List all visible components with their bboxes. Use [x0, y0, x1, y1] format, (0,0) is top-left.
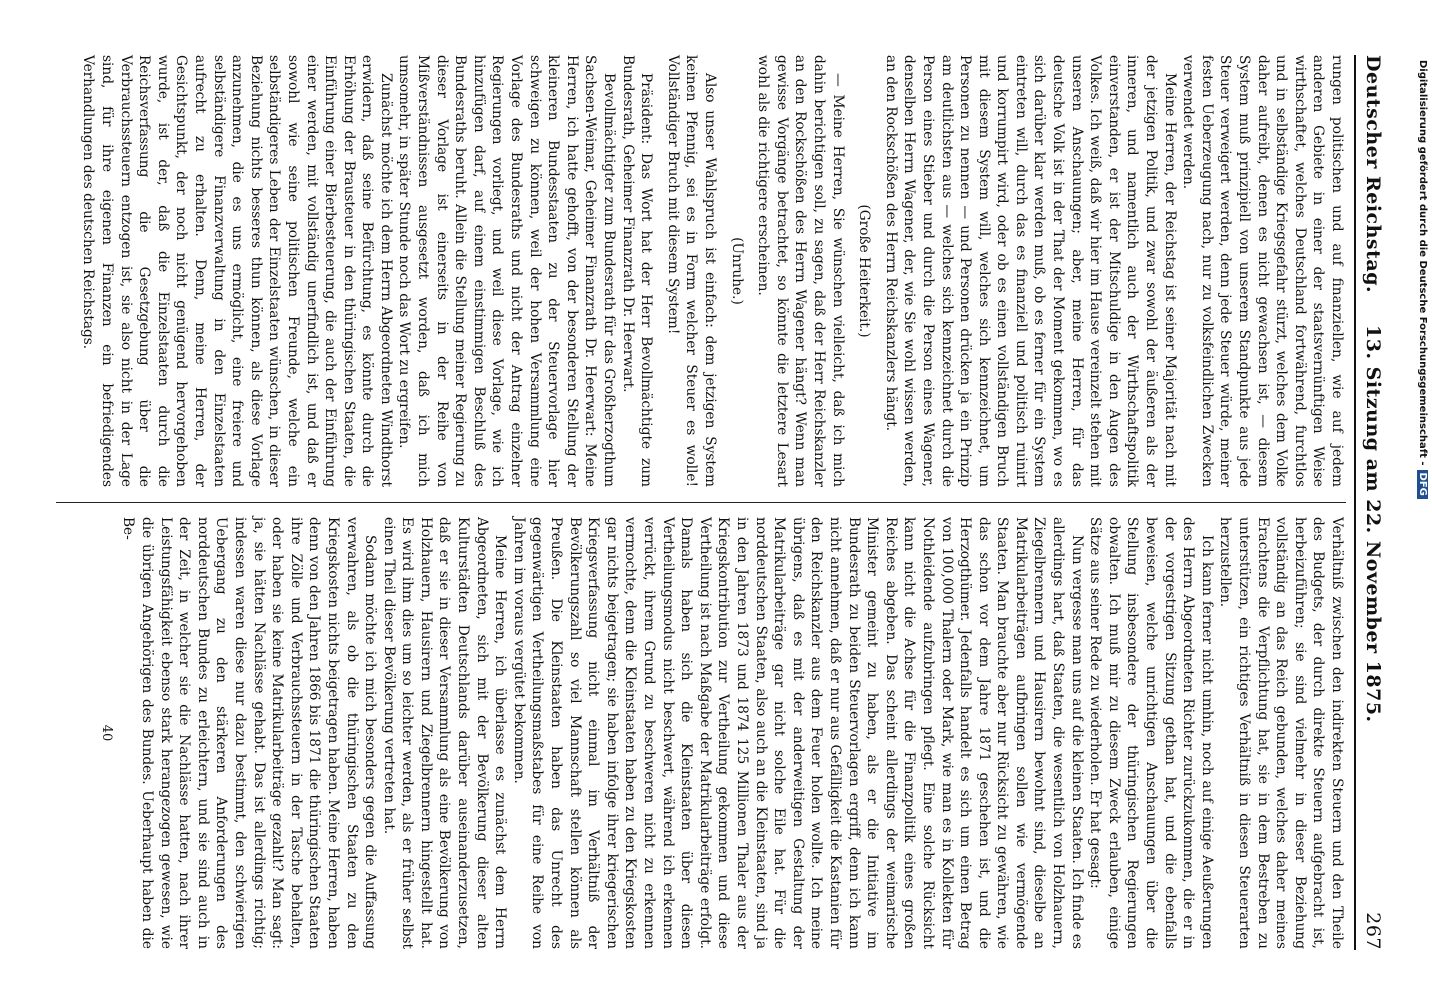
paragraph: Meine Herren, der Reichstag ist seiner Majorität nach mit der jetzigen Politik, und zwar sowohl der äußeren als der inneren, und namentlich auch der Wirthschaftspolitik einverstanden, er ist der Mitschuldige in den Augen des Volkes. Ich weiß, daß wir hier im Hause vereinzelt stehen mit unseren Anschauungen; aber, meine Herren, für das deutsche Volk ist in der That der Moment gekommen, wo es sich darüber klar werden muß, ob es ferner für ein System eintreten will, durch das es finanziell und politisch ruinirt und korrumpirt wird, oder ob es einen vollständigen Bruch mit diesem System will, welches sich kennzeichnet, um Personen zu nennen — und Personen drücken ja ein Prinzip am deutlichsten aus — welches sich kennzeichnet durch die Person eines Stieber und durch die Person eines Wagener, denselben Herrn Wagener, der, wie Sie wohl wissen werden, an den Rockschößen des Herrn Reichskanzlers hängt.	[882, 55, 1178, 487]
header-publication: Deutscher Reichstag.	[1362, 55, 1384, 294]
dfg-logo: DFG	[1417, 470, 1428, 499]
signature-number: 40	[98, 724, 114, 742]
column-divider	[56, 502, 1346, 503]
page-number: 267	[1362, 912, 1384, 950]
paragraph: Zunächst möchte ich dem Herrn Abgeordneten Windthorst erwidern, daß seine Befürchtung, es könnte durch die Erhöhung der Brausteuer in den thüringischen Staaten, die Einführung einer Bierbesteuerung, die auch der Einführung einer werden, mit vollständig unerfindlich ist, und daß er sowohl wie seine politischen Freunde, welche ein selbständigeres Leben der Einzelstaaten wünschen, in dieser Beziehung nichts besseres thun können, als diese Vorlage anzunehmen, die es uns ermöglicht, eine freiere und selbständigere Finanzverwaltung in den Einzelstaaten aufrecht zu erhalten. Denn, meine Herren, der Gesichtspunkt, der noch nicht genügend hervorgehoben wurde, ist der, daß die Einzelstaaten durch die Reichsverfassung die Gesetzgebung über die Verbrauchssteuern entzogen ist, sie also nicht in der Lage sind, für ihre eigenen Finanzen ein befriedigendes Verhandlungen des deutschen Reichstags.	[80, 55, 394, 487]
paragraph: — Meine Herren, Sie wünschen vielleicht, daß ich mich dahin berichtigen soll, zu sagen, daß der Herr Reichskanzler an den Rockschößen des Herrn Wagener hängt? Wenn man gewisse Vorgänge betrachtet, so könnte die letztere Lesart wohl als die richtigere erscheinen.	[755, 55, 846, 487]
paragraph: Verhältniß zwischen den indirekten Steuern und den Theile des Budgets, der durch direkte Steuern aufgebracht ist, herbeizuführen; sie sind vielmehr in dieser Beziehung vollständig an das Reich gebunden, welches daher meines Erachtens die Verpflichtung hat, sie in dem Bestreben zu unterstützen, ein richtiges Verhältniß in diesen Steuerarten herzustellen.	[1217, 517, 1345, 949]
right-column	[96, 517, 1346, 949]
paragraph: Nun vergesse man uns auf die kleinen Staaten. Ich finde es allerdings hart, daß Staaten, die wesentlich von Holzhauern, Ziegelbrennern und Hausirern bewohnt sind, dieselbe an Matrikularbeiträgen aufbringen sollen wie vermögende Staaten. Man brauchte aber nur Rücksicht zu gewähren, wie das schon vor dem Jahre 1871 geschehen ist, und die Herzogthümer. Jedenfalls handelt es sich um einen Betrag von 100,000 Thalern oder Mark, wie man es in Kollekten für Nothleidende aufzubringen pflegt. Eine solche Rücksicht kann nicht die Achse für die Finanzpolitik eines großen Reiches abgeben. Das scheint allerdings der weimarische Minister gemeint zu haben, als er die Initiative im Bundesrath zu beiden Steuervorlagen ergriff, denn ich kann nicht annehmen, daß er nur aus Gefälligkeit die Kastanien für den Reichskanzler aus dem Feuer holen wollte. Ich meine übrigens, daß es mit der anderweitigen Gestaltung der Matrikularbeiträge gar nicht solche Eile hat. Für die norddeutschen Staaten, also auch an die Kleinstaaten, sind ja in den Jahren 1873 und 1874 125 Millionen Thaler aus der Kriegskontribution zur Vertheilung gekommen und diese Vertheilung ist nach Maßgabe der Matrikularbeiträge erfolgt. Damals haben sich die Kleinstaaten über diesen Vertheilungsmodus nicht beschwert, während ich erkennen verrückt, ihrem Grund zu beschweren nicht zu erkennen vermochte, denn die Kleinstaaten haben zu den Kriegskosten gar nichts beigetragen; sie haben infolge ihrer kriegerischen Kriegsverfassung nicht einmal im Verhältniß der Bevölkerungszahl so viel Mannschaft stellen können als Preußen. Die Kleinstaaten haben das Unrecht des gegenwärtigen Vertheilungsmaßstabes für eine Reihe von Jahren im voraus vergütet bekommen.	[510, 517, 1085, 949]
paragraph: Präsident: Das Wort hat der Herr Bevollmächtigte zum Bundesrath, Geheimer Finanzrath Dr. Heerwart.	[619, 55, 655, 487]
paragraph: rungen politischen und auf finanziellen, wie auf jedem anderen Gebiete in einer der staatsvernünftigen Weise wirthschaftet, welches Deutschland fortwährend, furchtlos und in selbständige Kriegsgefahr stürzt, welches dem Volke daher aufreibt, denen es nicht gewachsen ist, — diesem System muß prinzipiell von unserem Standpunkte aus jede Steuer verweigert werden, denn jede Steuer würde, meiner festen Ueberzeugung nach, nur zu volksfeindlichen Zwecken verwendet werden.	[1180, 55, 1345, 487]
credit-text: Digitalisierung gefördert durch die Deutsche Forschungsgemeinschaft -	[1417, 60, 1428, 466]
stage-direction: (Große Heiterkeit.)	[856, 204, 873, 338]
page-header	[1354, 55, 1394, 950]
paragraph: Sodann möchte ich mich besonders gegen die Auffassung verwahren, als ob die thüringischen Staaten zu den Kriegskosten nichts beigetragen haben. Meine Herren, haben denn von den Jahren 1866 bis 1871 die thüringischen Staaten ihre Zölle und Verbrauchssteuern in der Tasche behalten, oder haben sie keine Matrikularbeiträge gezahlt? Man sagt: ja, sie hätten Nachlässe gehabt. Das ist allerdings richtig; indessen waren diese nur dazu bestimmt, den schwierigen Uebergang zu den stärkeren Anforderungen des norddeutschen Bundes zu erleichtern, und sie sind auch in der Zeit, in welcher sie die Nachlässe hatten, nach ihrer Leistungsfähigkeit ebenso stark herangezogen gewesen, wie die übrigen Angehörigen des Bundes. Ueberhaupt haben die Be-	[120, 517, 379, 949]
paragraph: Also unser Wahlspruch ist einfach: dem jetzigen System keinen Pfennig, sei es in Form welcher Steuer es wolle! Vollständiger Bruch mit diesem System!	[664, 55, 718, 487]
header-session: 13. Sitzung am 22. November 1875.	[1362, 325, 1384, 723]
paragraph: Bevollmächtigter zum Bundesrath für das Großherzogthum Sachsen-Weimar, Geheimer Finanzrath Dr. Heerwart: Meine Herren, ich hatte gehofft, von der besonderen Stellung der kleineren Bundesstaaten zu der Steuervorlage hier schweigen zu können, weil der hohen Versammlung eine Vorlage des Bundesraths und nicht der Antrag einzelner Regierungen vorliegt, und weil diese Vorlage, wie ich hinzufügen darf, auf einem einstimmigen Beschluß des Bundesraths beruht. Allein die Stellung meiner Regierung zu dieser Vorlage ist einerseits in der Reihe von Mißverständnissen ausgesetzt worden, daß ich mich umsomehr, in später Stunde noch das Wort zu ergreifen.	[396, 55, 618, 487]
paragraph: Meine Herren, ich überlasse es zunächst dem Herrn Abgeordneten, sich mit der Bevölkerung dieser alten Kulturstädten Deutschlands darüber auseinanderzusetzen, daß er sie in dieser Versammlung als eine Bevölkerung von Holzhauern, Hausirern und Ziegelbrennern hingestellt hat. Es wird ihm dies um so leichter werden, als er früher selbst einen Theil dieser Bevölkerung vertreten hat.	[380, 517, 509, 949]
document-scan	[29, 55, 1394, 950]
paragraph: Ich kann ferner nicht umhin, noch auf einige Aeußerungen des Herrn Abgeordneten Richter zurückzukommen, die er in der vorgestrigen Sitzung gethan hat, und die ebenfalls beweisen, welche unrichtigen Anschauungen über die Stellung insbesondere der thüringischen Regierungen obwalten. Ich muß mir zu diesem Zweck erlauben, einige Sätze aus seiner Rede zu wiederholen. Er hat gesagt:	[1087, 517, 1215, 949]
left-column	[79, 55, 1346, 487]
stage-direction: (Unruhe.)	[728, 237, 745, 305]
digitization-credit	[1410, 60, 1430, 960]
